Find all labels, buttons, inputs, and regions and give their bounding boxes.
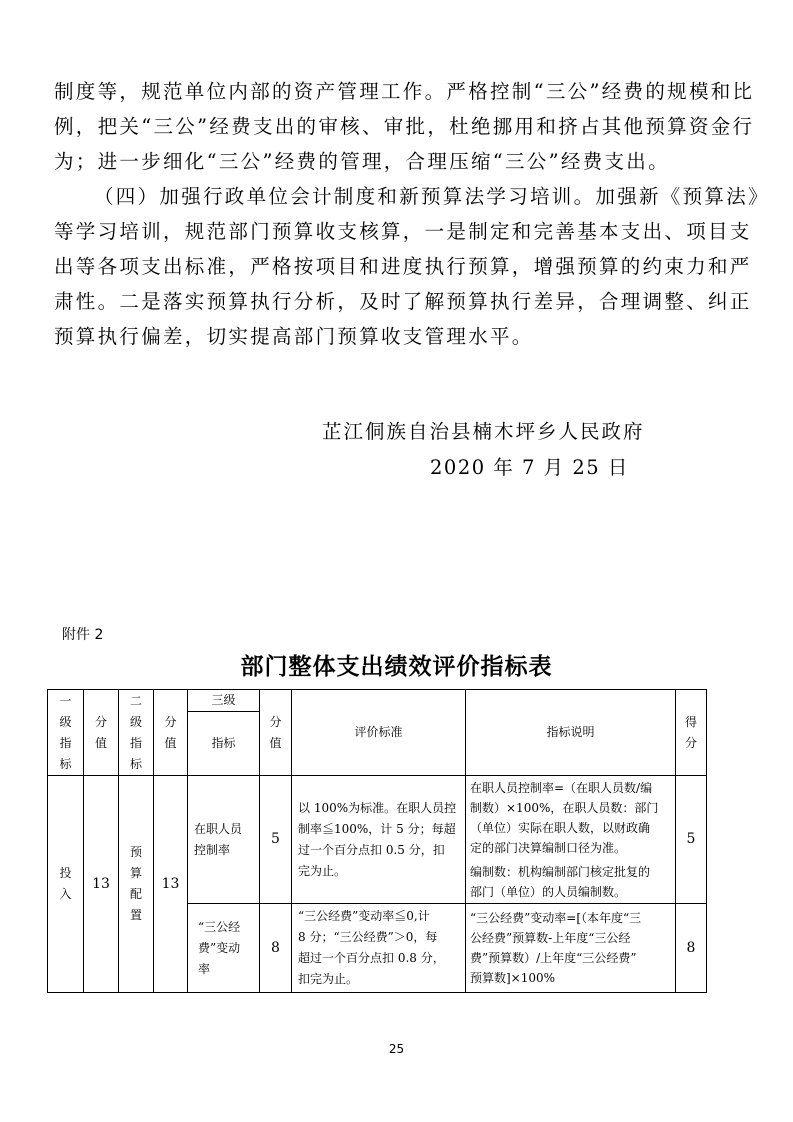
text-line: 出等各项支出标准，严格按项目和进度执行预算，增强预算的约束力和严 xyxy=(54,255,752,278)
cell-line: 预算数]×100% xyxy=(470,971,556,985)
row-got-score: 8 xyxy=(676,904,707,993)
cell-line: （单位）实际在职人数，以财政确 xyxy=(470,820,651,835)
header-char: 分 xyxy=(684,735,697,750)
group-score1: 13 xyxy=(84,776,119,993)
header-level3: 指标 xyxy=(188,712,260,776)
cell-line: 超过一个百分点扣 0.8 分， xyxy=(298,951,445,965)
page-number: 25 xyxy=(388,1042,405,1056)
paragraph-1 xyxy=(54,74,755,179)
indicator-table xyxy=(47,689,707,993)
row-score: 5 xyxy=(260,776,292,904)
header-level3-group: 三级 xyxy=(188,690,260,712)
cell-line: 8 分；“三公经费”＞0，每 xyxy=(298,930,438,944)
header-char: 值 xyxy=(164,735,177,750)
group-level1 xyxy=(48,776,84,993)
cell-char: 预 xyxy=(129,845,142,859)
cell-char: 算 xyxy=(129,866,142,880)
row-explanation xyxy=(466,904,676,993)
signature-organization: 芷江侗族自治县楠木坪乡人民政府 xyxy=(322,420,645,443)
cell-char: 入 xyxy=(59,887,72,901)
row-score: 8 xyxy=(260,904,292,993)
cell-line: “三公经费”变动率=[（本年度“三 xyxy=(470,911,642,925)
body-text xyxy=(54,74,770,354)
cell-line: 公经费”预算数-上年度“三公经 xyxy=(470,931,631,945)
cell-line: 完为止。 xyxy=(298,863,347,878)
group-score2: 13 xyxy=(154,776,188,993)
text-line: （四）加强行政单位会计制度和新预算法学习培训。加强新《预算法》 xyxy=(94,185,770,208)
header-char: 分 xyxy=(164,714,177,729)
header-char: 一 xyxy=(59,693,72,708)
header-explanation: 指标说明 xyxy=(466,690,676,776)
text-line: 例，把关“三公”经费支出的审核、审批，杜绝挪用和挤占其他预算资金行 xyxy=(54,115,755,138)
signature-date: 2020 年 7 月 25 日 xyxy=(430,456,629,479)
cell-line: 定的部门决算编制口径为准。 xyxy=(470,840,627,855)
header-char: 级 xyxy=(129,714,142,729)
header-char: 二 xyxy=(129,693,142,708)
cell-line: 制率≦100%，计 5 分；每超 xyxy=(298,821,456,836)
paragraph-2 xyxy=(54,179,770,354)
cell-line: 过一个百分点扣 0.5 分，扣 xyxy=(298,842,445,857)
text-line: 预算执行偏差，切实提高部门预算收支管理水平。 xyxy=(54,325,534,348)
cell-line: 率 xyxy=(198,961,211,976)
text-line: 制度等，规范单位内部的资产管理工作。严格控制“三公”经费的规模和比 xyxy=(54,80,755,103)
header-got xyxy=(676,690,707,776)
header-score1 xyxy=(84,690,119,776)
header-char: 分 xyxy=(94,714,107,729)
text-line: 等学习培训，规范部门预算收支核算，一是制定和完善基本支出、项目支 xyxy=(54,220,752,243)
group-level2 xyxy=(119,776,154,993)
cell-line: 费”变动 xyxy=(198,940,241,955)
cell-line: 制数）×100%，在职人员数：部门 xyxy=(470,800,659,815)
header-level1 xyxy=(48,690,84,776)
cell-line: “三公经 xyxy=(198,919,241,934)
header-char: 级 xyxy=(59,714,72,729)
cell-line: “三公经费”变动率≦0,计 xyxy=(298,909,430,923)
header-criteria: 评价标准 xyxy=(292,690,466,776)
header-char: 值 xyxy=(94,735,107,750)
cell-line: 以 100%为标准。在职人员控 xyxy=(298,800,457,815)
cell-char: 配 xyxy=(129,887,142,901)
cell-line: 编制数：机构编制部门核定批复的 xyxy=(470,864,651,879)
cell-line: 费”预算数）/上年度“三公经费” xyxy=(470,951,637,965)
header-level2 xyxy=(119,690,154,776)
header-char: 得 xyxy=(684,714,697,729)
text-line: 为；进一步细化“三公”经费的管理，合理压缩“三公”经费支出。 xyxy=(54,150,670,173)
attachment-label: 附件 2 xyxy=(62,627,104,643)
cell-line: 控制率 xyxy=(194,842,231,857)
text-line: 肃性。二是落实预算执行分析，及时了解预算执行差异，合理调整、纠正 xyxy=(54,290,752,313)
table-title: 部门整体支出绩效评价指标表 xyxy=(240,654,553,680)
header-score3 xyxy=(260,690,292,776)
row-explanation xyxy=(466,776,676,904)
row-indicator xyxy=(188,904,260,993)
header-score2 xyxy=(154,690,188,776)
cell-line: 扣完为止。 xyxy=(298,972,359,986)
row-criteria xyxy=(292,776,466,904)
cell-line: 部门（单位）的人员编制数。 xyxy=(470,884,627,899)
cell-line: 在职人员控制率=（在职人员数/编 xyxy=(470,780,653,795)
header-char: 分 xyxy=(269,714,282,729)
header-char: 指 xyxy=(129,735,142,750)
row-criteria xyxy=(292,904,466,993)
header-char: 标 xyxy=(59,756,72,771)
cell-line: 在职人员 xyxy=(194,821,243,836)
row-indicator xyxy=(188,776,260,904)
header-char: 指 xyxy=(59,735,72,750)
row-got-score: 5 xyxy=(676,776,707,904)
header-char: 值 xyxy=(269,735,282,750)
cell-char: 投 xyxy=(59,866,72,880)
cell-char: 置 xyxy=(129,908,142,922)
header-char: 标 xyxy=(129,756,142,771)
